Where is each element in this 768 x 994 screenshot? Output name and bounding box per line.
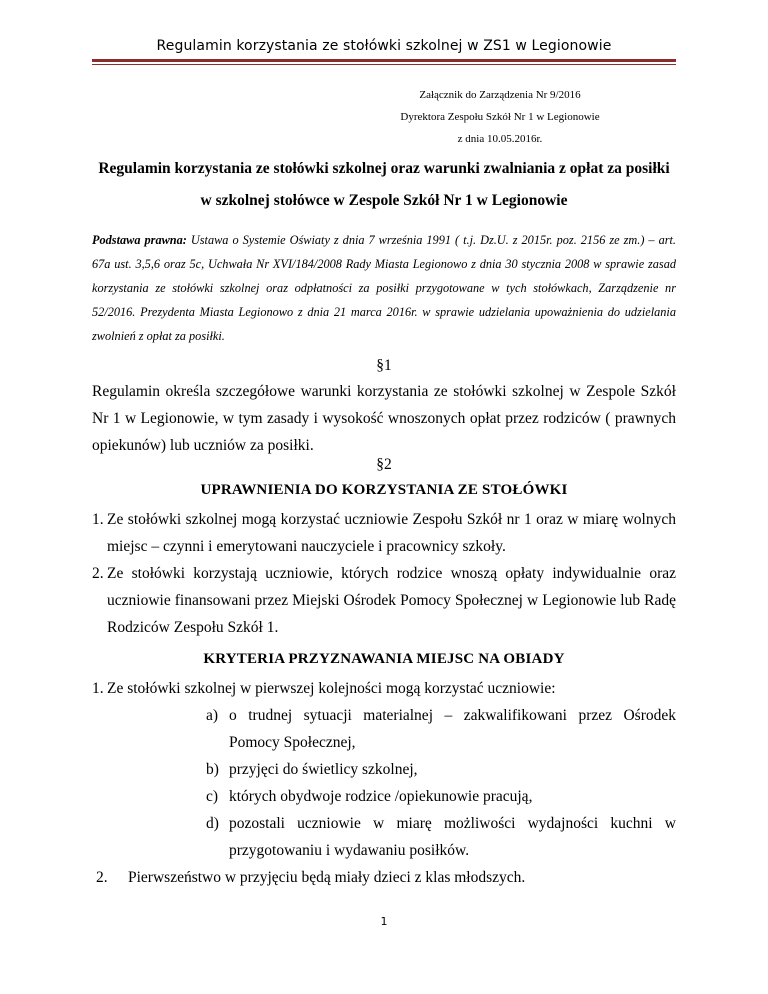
list-item-text: Ze stołówki korzystają uczniowie, których rodzice wnoszą opłaty indywidualnie oraz uczniowie finansowani przez Miejski Ośrodek Pomocy Społecznej w Legionowie lub Radę Rodziców Zespołu Szkół 1. bbox=[107, 565, 676, 636]
list-item-text: Ze stołówki szkolnej w pierwszej kolejności mogą korzystać uczniowie: bbox=[107, 680, 556, 697]
list-item-number: 2. bbox=[92, 565, 104, 582]
sublist-item-letter: d) bbox=[206, 815, 219, 832]
header-rule-thin bbox=[92, 64, 676, 65]
legal-basis-text: Ustawa o Systemie Oświaty z dnia 7 września 1991 ( t.j. Dz.U. z 2015r. poz. 2156 ze zm.) – art. 67a ust. 3,5,6 oraz 5c, Uchwała Nr XVI/184/2008 Rady Miasta Legionowo z dnia 30 stycznia 2008 w sprawie zasad korzystania ze stołówki szkolnej oraz odpłatności za posiłki przygotowane w tych stołówkach, Zarządzenie nr 52/2016. Prezydenta Miasta Legionowo z dnia 21 marca 2016r. w sprawie udzielania upoważnienia do udzielania zwolnień z opłat za posiłki. bbox=[92, 233, 676, 343]
list-item bbox=[92, 864, 676, 891]
list-item bbox=[92, 675, 676, 702]
document-title-line-1: Regulamin korzystania ze stołówki szkolnej oraz warunki zwalniania z opłat za posiłki bbox=[98, 160, 670, 177]
annex-line-3: z dnia 10.05.2016r. bbox=[457, 133, 543, 145]
annex-line-2: Dyrektora Zespołu Szkół Nr 1 w Legionowie bbox=[400, 111, 600, 123]
criteria-list bbox=[92, 675, 676, 891]
document-title-line-2: w szkolnej stołówce w Zespole Szkół Nr 1 w Legionowie bbox=[200, 192, 568, 209]
sublist-item bbox=[92, 810, 676, 864]
criteria-heading: KRYTERIA PRZYZNAWANIA MIEJSC NA OBIADY bbox=[203, 651, 565, 667]
section-1-text: Regulamin określa szczegółowe warunki korzystania ze stołówki szkolnej w Zespole Szkół Nr 1 w Legionowie, w tym zasady i wysokość wnoszonych opłat przez rodziców ( prawnych opiekunów) lub uczniów za posiłki. bbox=[92, 383, 676, 454]
sublist-item bbox=[92, 756, 676, 783]
page-header: Regulamin korzystania ze stołówki szkolnej w ZS1 w Legionowie bbox=[156, 38, 612, 54]
section-1-mark: §1 bbox=[376, 357, 392, 374]
legal-basis-label: Podstawa prawna: bbox=[92, 233, 187, 247]
sublist-item bbox=[92, 783, 676, 810]
sublist-item-text: których obydwoje rodzice /opiekunowie pracują, bbox=[229, 788, 533, 805]
document-title bbox=[60, 153, 708, 217]
annex-line-1: Załącznik do Zarządzenia Nr 9/2016 bbox=[419, 89, 581, 101]
list-item-number: 2. bbox=[96, 869, 108, 886]
sublist-item-text: przyjęci do świetlicy szkolnej, bbox=[229, 761, 418, 778]
sublist-item-letter: b) bbox=[206, 761, 219, 778]
page-number: 1 bbox=[380, 915, 388, 928]
criteria-sublist bbox=[92, 702, 676, 864]
annex-note bbox=[360, 84, 640, 150]
list-item bbox=[92, 560, 676, 641]
sublist-item-text: pozostali uczniowie w miarę możliwości wydajności kuchni w przygotowaniu i wydawaniu posiłków. bbox=[229, 815, 676, 859]
header-rule-thick bbox=[92, 59, 676, 62]
sublist-item-letter: c) bbox=[206, 788, 219, 805]
sublist-item-text: o trudnej sytuacji materialnej – zakwalifikowani przez Ośrodek Pomocy Społecznej, bbox=[229, 707, 676, 751]
entitlements-list bbox=[92, 506, 676, 641]
list-item-number: 1. bbox=[92, 680, 104, 697]
legal-basis bbox=[92, 228, 676, 348]
sublist-item bbox=[92, 702, 676, 756]
list-item-text: Ze stołówki szkolnej mogą korzystać uczniowie Zespołu Szkół nr 1 oraz w miarę wolnych miejsc – czynni i emerytowani nauczyciele i pracownicy szkoły. bbox=[107, 511, 676, 555]
list-item-number: 1. bbox=[92, 511, 104, 528]
list-item-text: Pierwszeństwo w przyjęciu będą miały dzieci z klas młodszych. bbox=[128, 869, 526, 886]
section-2-heading: UPRAWNIENIA DO KORZYSTANIA ZE STOŁÓWKI bbox=[200, 482, 568, 498]
section-2-mark: §2 bbox=[376, 456, 392, 473]
sublist-item-letter: a) bbox=[206, 707, 219, 724]
list-item bbox=[92, 506, 676, 560]
